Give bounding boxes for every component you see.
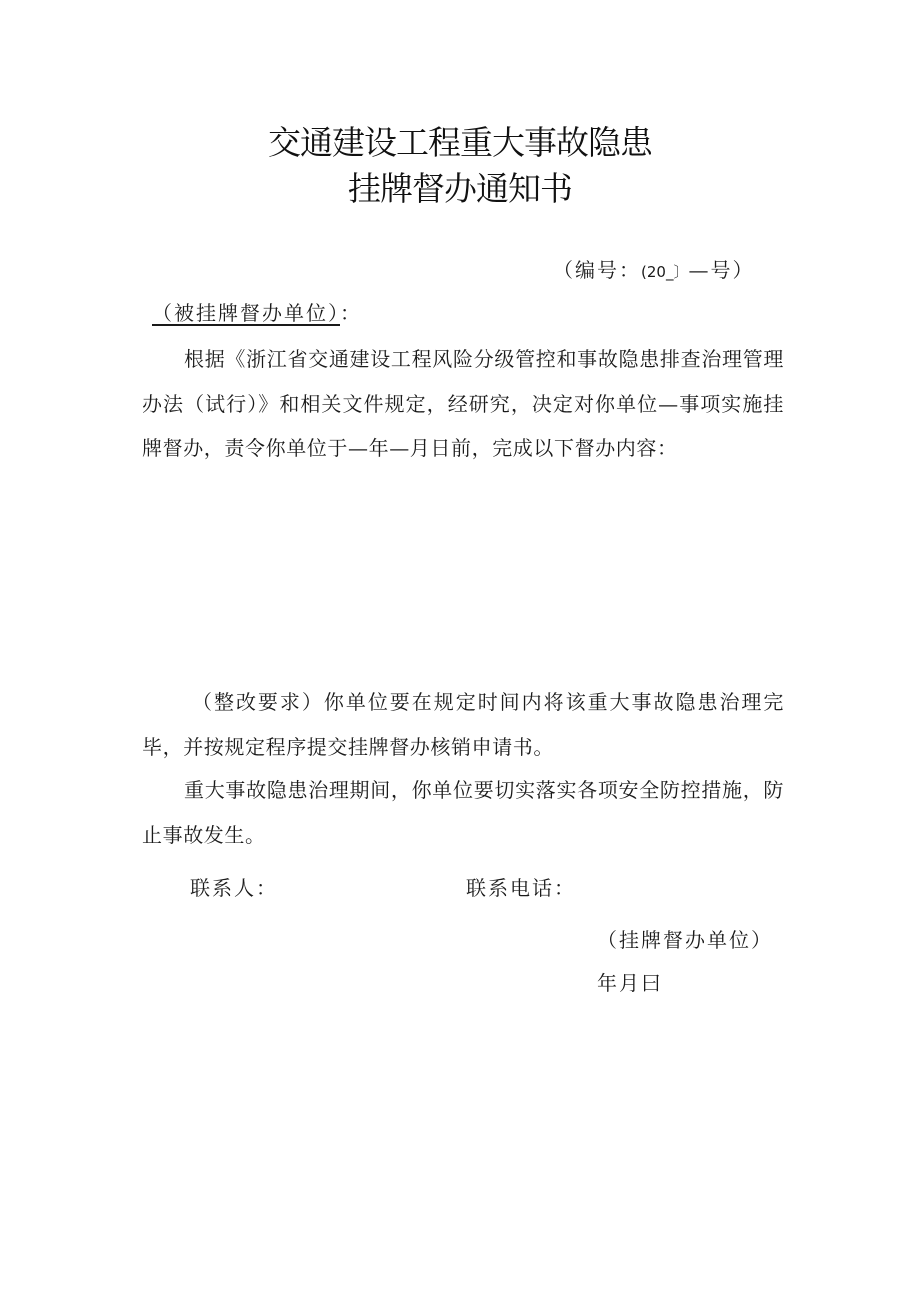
serial-number bbox=[553, 254, 754, 283]
body-paragraph-basis: 根据《浙江省交通建设工程风险分级管控和事故隐患排查治理管理办法（试行）》和相关文件规定，经研究，决定对你单位—事项实施挂牌督办，责令你单位于—年—月日前，完成以下督办内容： bbox=[142, 347, 784, 460]
serial-year: (20_〕 bbox=[641, 263, 689, 281]
issuing-unit: （挂牌督办单位） bbox=[597, 928, 773, 952]
contact-phone-label: 联系电话： bbox=[466, 876, 576, 900]
issue-date: 年月曰 bbox=[597, 971, 663, 995]
contact-person-label: 联系人： bbox=[190, 876, 278, 900]
serial-prefix: （编号： bbox=[553, 258, 641, 282]
document-title-line-2: 挂牌督办通知书 bbox=[348, 169, 572, 208]
addressee-unit: （被挂牌督办单位） bbox=[152, 301, 340, 325]
body-paragraph-safety: 重大事故隐患治理期间，你单位要切实落实各项安全防控措施，防止事故发生。 bbox=[142, 778, 784, 847]
body-paragraph-rectification: （整改要求）你单位要在规定时间内将该重大事故隐患治理完毕，并按规定程序提交挂牌督办核销申请书。 bbox=[142, 690, 784, 759]
document-title-line-1: 交通建设工程重大事故隐患 bbox=[268, 123, 652, 162]
addressee-colon: ： bbox=[340, 301, 362, 325]
serial-suffix: —号） bbox=[688, 258, 755, 282]
addressee bbox=[152, 297, 362, 326]
